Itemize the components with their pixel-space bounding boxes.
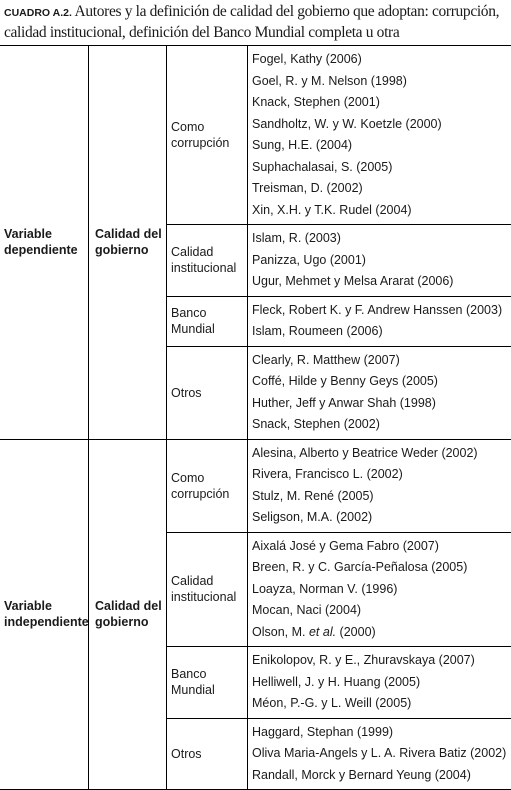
reference-list [247,440,511,532]
caption-label: CUADRO A.2. [4,7,72,19]
quality-cell: Calidad del gobierno [88,46,166,439]
definition-name: Otros [171,385,202,400]
definition-groups [166,46,511,439]
reference-item: Olson, M. et al. (2000) [252,624,376,639]
reference-item: Islam, Roumeen (2006) [252,324,383,338]
reference-item: Coffé, Hilde y Benny Geys (2005) [252,374,438,388]
definition-group [167,224,511,296]
reference-item: Ugur, Mehmet y Melsa Ararat (2006) [252,274,454,288]
reference-list [247,46,511,224]
reference-item: Aixalá José y Gema Fabro (2007) [252,538,439,553]
reference-item: Sandholtz, W. y W. Koetzle (2000) [252,116,442,131]
reference-item: Snack, Stephen (2002) [252,417,380,431]
reference-item: Islam, R. (2003) [252,231,341,245]
reference-item: Oliva Maria-Angels y L. A. Rivera Batiz (2002) [252,746,507,760]
reference-list [247,647,511,718]
reference-item: Sung, H.E. (2004) [252,138,353,152]
reference-item: Treisman, D. (2002) [252,181,363,195]
reference-item: Stulz, M. René (2005) [252,488,374,503]
definition-name: Como corrupción [171,120,230,150]
reference-item: Rivera, Francisco L. (2002) [252,467,403,481]
definition-group [167,46,511,224]
reference-item: Xin, X.H. y T.K. Rudel (2004) [252,202,412,217]
reference-item: Panizza, Ugo (2001) [252,252,366,267]
reference-item: Helliwell, J. y H. Huang (2005) [252,674,421,689]
definition-group [167,440,511,532]
authors-table [0,45,511,790]
definition-group [167,346,511,439]
reference-item: Randall, Morck y Bernard Yeung (2004) [252,767,471,782]
definition-name: Como corrupción [171,470,230,501]
definition-group [167,646,511,718]
reference-item: Enikolopov, R. y E., Zhuravskaya (2007) [252,653,475,667]
reference-item: Suphachalasai, S. (2005) [252,159,393,174]
reference-list [247,719,511,790]
reference-item: Huther, Jeff y Anwar Shah (1998) [252,395,436,410]
reference-list [247,225,511,296]
quality-cell: Calidad del gobierno [88,440,166,790]
reference-item: Loayza, Norman V. (1996) [252,581,398,596]
reference-item: Knack, Stephen (2001) [252,95,380,109]
table-row [0,439,511,790]
definition-group [167,532,511,647]
caption-title: Autores y la definición de calidad del gobierno que adoptan: corrupción, calidad institucional, definición del Banco Mundial completa u otra [4,3,500,41]
reference-item: Clearly, R. Matthew (2007) [252,352,400,367]
reference-list [247,347,511,439]
definition-name: Calidad institucional [171,574,237,605]
reference-item: Fogel, Kathy (2006) [252,52,362,66]
definition-name: Calidad institucional [171,245,237,276]
reference-item: Mocan, Naci (2004) [252,603,362,617]
definition-name: Banco Mundial [171,667,215,698]
reference-item: Seligson, M.A. (2002) [252,510,373,524]
definition-group [167,718,511,790]
reference-list [247,533,511,647]
variable-type-cell: Variable dependiente [4,227,78,258]
reference-item: Fleck, Robert K. y F. Andrew Hanssen (2003) [252,302,503,317]
reference-item: Haggard, Stephan (1999) [252,724,394,739]
variable-type-cell: Variable independiente [4,599,89,630]
definition-name: Otros [171,746,202,761]
table-caption [4,2,509,43]
reference-item: Méon, P.-G. y L. Weill (2005) [252,696,412,710]
reference-item: Alesina, Alberto y Beatrice Weder (2002) [252,445,478,460]
reference-item: Breen, R. y C. García-Peñalosa (2005) [252,560,468,574]
reference-item: Goel, R. y M. Nelson (1998) [252,73,407,88]
table-row [0,46,511,439]
definition-name: Banco Mundial [171,306,215,336]
definition-group [167,296,511,346]
definition-groups [166,440,511,790]
reference-list [247,297,511,346]
